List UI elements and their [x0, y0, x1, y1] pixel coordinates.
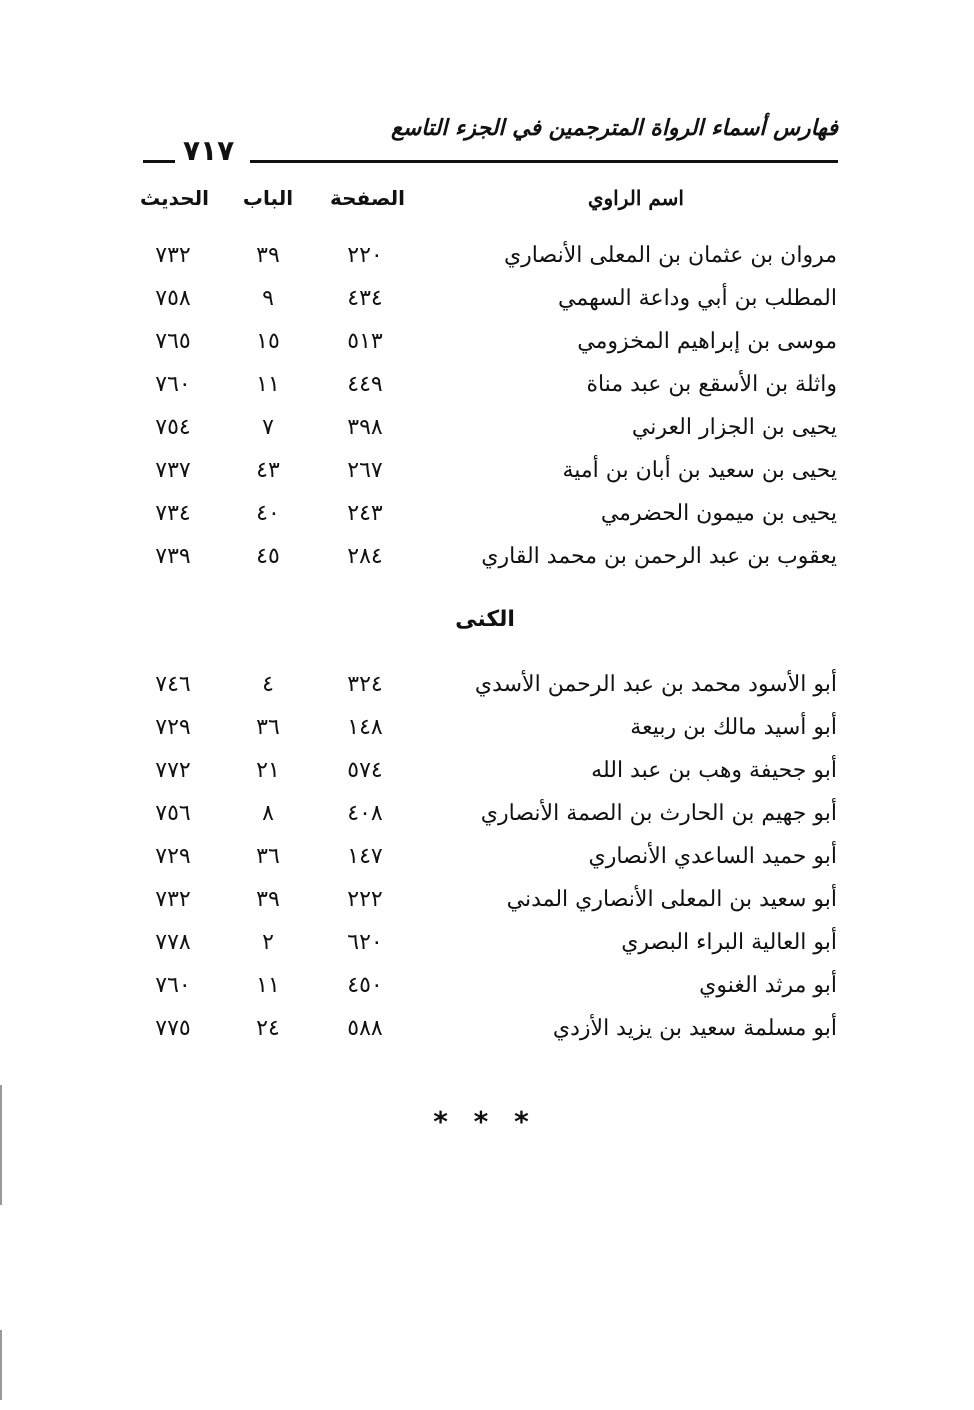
page-ref: ٤٠٨ [347, 801, 383, 826]
chapter-ref: ٣٩ [256, 887, 280, 912]
column-header-row [0, 178, 974, 218]
table-row [0, 279, 974, 319]
chapter-ref: ٢ [262, 930, 274, 955]
column-header-chapter: الباب [242, 186, 294, 210]
table-row [0, 751, 974, 791]
page-ref: ٤٣٤ [347, 286, 383, 311]
table-row [0, 537, 974, 577]
hadith-ref: ٧٦٠ [155, 973, 191, 998]
scan-edge-mark [0, 1330, 2, 1400]
narrator-name: أبو حميد الساعدي الأنصاري [588, 844, 837, 869]
narrator-name: المطلب بن أبي وداعة السهمي [558, 286, 837, 311]
page-ref: ٣٢٤ [347, 672, 383, 697]
chapter-ref: ٣٩ [256, 243, 280, 268]
table-row [0, 794, 974, 834]
page-ref: ١٤٧ [347, 844, 383, 869]
page-ref: ٢٢٠ [347, 243, 383, 268]
hadith-ref: ٧٢٩ [155, 844, 191, 869]
hadith-ref: ٧٣٢ [155, 887, 191, 912]
narrator-name: أبو سعيد بن المعلى الأنصاري المدني [506, 887, 837, 912]
column-header-name: اسم الراوي [587, 186, 684, 210]
narrator-name: يحيى بن الجزار العرني [631, 415, 837, 440]
chapter-ref: ١٥ [256, 329, 280, 354]
chapter-ref: ٣٦ [256, 844, 280, 869]
table-row [0, 923, 974, 963]
hadith-ref: ٧٥٨ [155, 286, 191, 311]
narrator-name: موسى بن إبراهيم المخزومي [577, 329, 837, 354]
narrator-name: يحيى بن ميمون الحضرمي [600, 501, 837, 526]
chapter-ref: ٤ [262, 672, 274, 697]
narrator-name: أبو جهيم بن الحارث بن الصمة الأنصاري [480, 801, 837, 826]
hadith-ref: ٧٣٢ [155, 243, 191, 268]
narrator-name: أبو أسيد مالك بن ربيعة [630, 715, 837, 740]
page-ref: ٥١٣ [347, 329, 383, 354]
end-ornament: * * * [433, 1105, 537, 1138]
column-header-hadith: الحديث [140, 186, 210, 210]
narrator-name: أبو العالية البراء البصري [621, 930, 837, 955]
table-row [0, 236, 974, 276]
page-ref: ٣٩٨ [347, 415, 383, 440]
narrator-name: مروان بن عثمان بن المعلى الأنصاري [503, 243, 837, 268]
page-ref: ٢٦٧ [347, 458, 383, 483]
chapter-ref: ٤٥ [256, 544, 280, 569]
table-row [0, 880, 974, 920]
hadith-ref: ٧٤٦ [155, 672, 191, 697]
table-row [0, 837, 974, 877]
running-title: فهارس أسماء الرواة المترجمين في الجزء التاسع [391, 116, 838, 141]
header-rule [250, 160, 838, 163]
page-ref: ٤٤٩ [347, 372, 383, 397]
table-row [0, 708, 974, 748]
chapter-ref: ٩ [262, 286, 274, 311]
page-ref: ٥٧٤ [347, 758, 383, 783]
table-row [0, 1009, 974, 1049]
chapter-ref: ٢١ [256, 758, 280, 783]
narrator-name: يعقوب بن عبد الرحمن بن محمد القاري [481, 544, 837, 569]
hadith-ref: ٧٣٩ [155, 544, 191, 569]
table-row [0, 665, 974, 705]
table-row [0, 966, 974, 1006]
page-ref: ٦٢٠ [347, 930, 383, 955]
hadith-ref: ٧٥٦ [155, 801, 191, 826]
chapter-ref: ٤٠ [256, 501, 280, 526]
scan-edge-mark [0, 1085, 2, 1205]
hadith-ref: ٧٦٥ [155, 329, 191, 354]
page-ref: ٢٤٣ [347, 501, 383, 526]
table-row [0, 408, 974, 448]
narrator-name: واثلة بن الأسقع بن عبد مناة [586, 372, 837, 397]
kunya-heading: الكنى [455, 607, 515, 632]
chapter-ref: ٨ [262, 801, 274, 826]
header-rule-short [143, 160, 175, 163]
narrator-name: يحيى بن سعيد بن أبان بن أمية [562, 458, 837, 483]
chapter-ref: ٣٦ [256, 715, 280, 740]
chapter-ref: ١١ [256, 973, 280, 998]
page-number: ٧١٧ [183, 134, 235, 167]
page-ref: ٤٥٠ [347, 973, 383, 998]
column-header-page: الصفحة [330, 186, 406, 210]
page-ref: ١٤٨ [347, 715, 383, 740]
narrator-name: أبو جحيفة وهب بن عبد الله [591, 758, 837, 783]
table-row [0, 322, 974, 362]
hadith-ref: ٧٧٢ [155, 758, 191, 783]
table-row [0, 365, 974, 405]
narrator-name: أبو مسلمة سعيد بن يزيد الأزدي [552, 1016, 837, 1041]
narrator-name: أبو مرثد الغنوي [699, 973, 837, 998]
hadith-ref: ٧٥٤ [155, 415, 191, 440]
chapter-ref: ٧ [262, 415, 274, 440]
page-ref: ٢٢٢ [347, 887, 383, 912]
hadith-ref: ٧٧٨ [155, 930, 191, 955]
narrator-name: أبو الأسود محمد بن عبد الرحمن الأسدي [474, 672, 837, 697]
page-ref: ٥٨٨ [347, 1016, 383, 1041]
hadith-ref: ٧٧٥ [155, 1016, 191, 1041]
hadith-ref: ٧٣٧ [155, 458, 191, 483]
chapter-ref: ٢٤ [256, 1016, 280, 1041]
hadith-ref: ٧٢٩ [155, 715, 191, 740]
page-ref: ٢٨٤ [347, 544, 383, 569]
hadith-ref: ٧٦٠ [155, 372, 191, 397]
chapter-ref: ٤٣ [256, 458, 280, 483]
table-row [0, 494, 974, 534]
hadith-ref: ٧٣٤ [155, 501, 191, 526]
table-row [0, 451, 974, 491]
chapter-ref: ١١ [256, 372, 280, 397]
